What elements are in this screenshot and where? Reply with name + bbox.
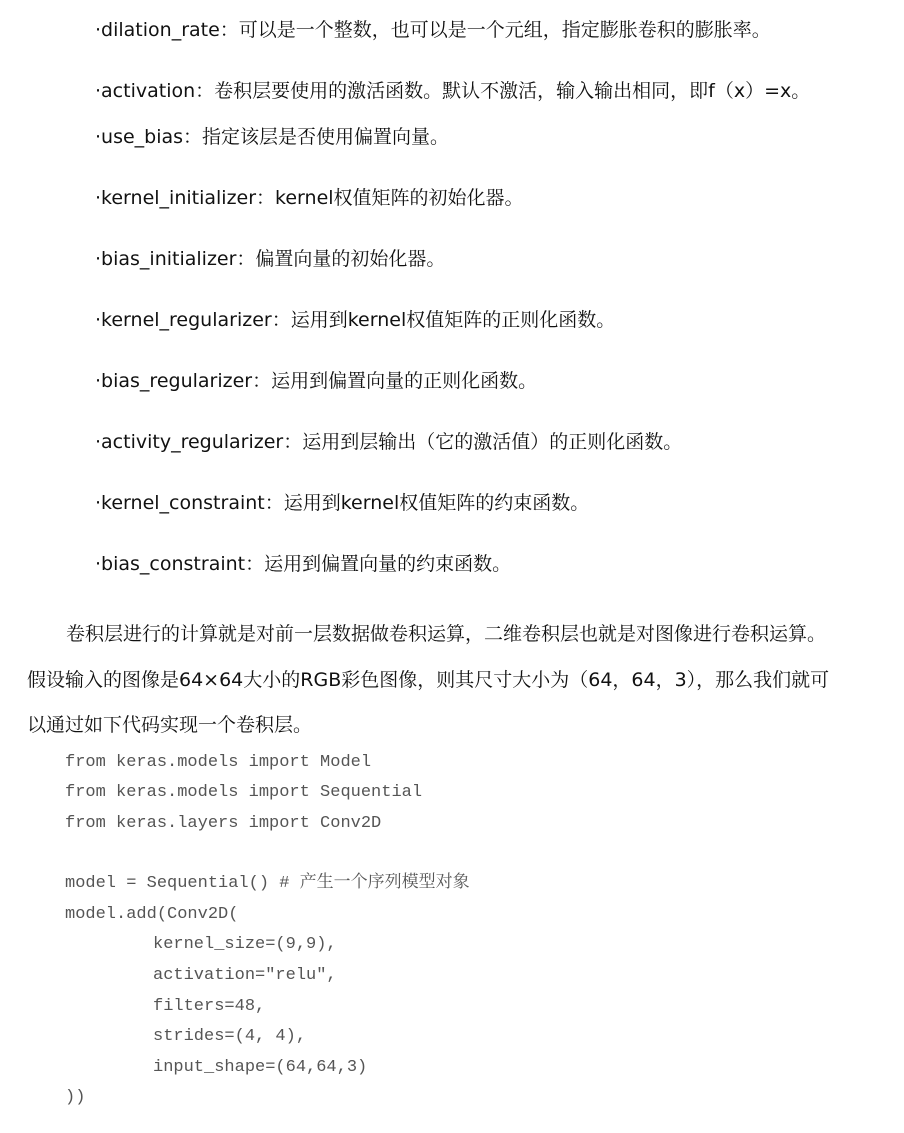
code-line: )) [65, 1088, 86, 1107]
code-line: model.add(Conv2D( [65, 905, 239, 924]
code-line: model = Sequential() # 产生一个序列模型对象 [65, 874, 470, 893]
code-line: filters=48, [153, 997, 266, 1016]
code-line: activation="relu", [153, 966, 337, 985]
paragraph-line: 以通过如下代码实现一个卷积层。 [27, 714, 313, 736]
param-activity-regularizer: ·activity_regularizer：运用到层输出（它的激活值）的正则化函数。 [95, 431, 683, 453]
paragraph-line: 卷积层进行的计算就是对前一层数据做卷积运算，二维卷积层也就是对图像进行卷积运算。 [66, 623, 827, 645]
param-kernel-initializer: ·kernel_initializer：kernel权值矩阵的初始化器。 [95, 187, 524, 209]
param-use-bias: ·use_bias：指定该层是否使用偏置向量。 [95, 126, 450, 148]
param-dilation-rate: ·dilation_rate：可以是一个整数，也可以是一个元组，指定膨胀卷积的膨胀率。 [95, 19, 771, 41]
param-bias-constraint: ·bias_constraint：运用到偏置向量的约束函数。 [95, 553, 512, 575]
paragraph-line: 假设输入的图像是64×64大小的RGB彩色图像，则其尺寸大小为（64，64，3），那么我们就可 [27, 669, 830, 691]
code-line: strides=(4, 4), [153, 1027, 307, 1046]
param-kernel-regularizer: ·kernel_regularizer：运用到kernel权值矩阵的正则化函数。 [95, 309, 616, 331]
code-line: from keras.models import Model [65, 753, 372, 772]
param-bias-initializer: ·bias_initializer：偏置向量的初始化器。 [95, 248, 446, 270]
param-activation: ·activation：卷积层要使用的激活函数。默认不激活，输入输出相同，即f（x）=x。 [95, 80, 811, 102]
param-bias-regularizer: ·bias_regularizer：运用到偏置向量的正则化函数。 [95, 370, 538, 392]
code-line: kernel_size=(9,9), [153, 935, 337, 954]
code-line: input_shape=(64,64,3) [153, 1058, 368, 1077]
code-line: from keras.models import Sequential [65, 783, 423, 802]
code-line: from keras.layers import Conv2D [65, 814, 382, 833]
param-kernel-constraint: ·kernel_constraint：运用到kernel权值矩阵的约束函数。 [95, 492, 590, 514]
